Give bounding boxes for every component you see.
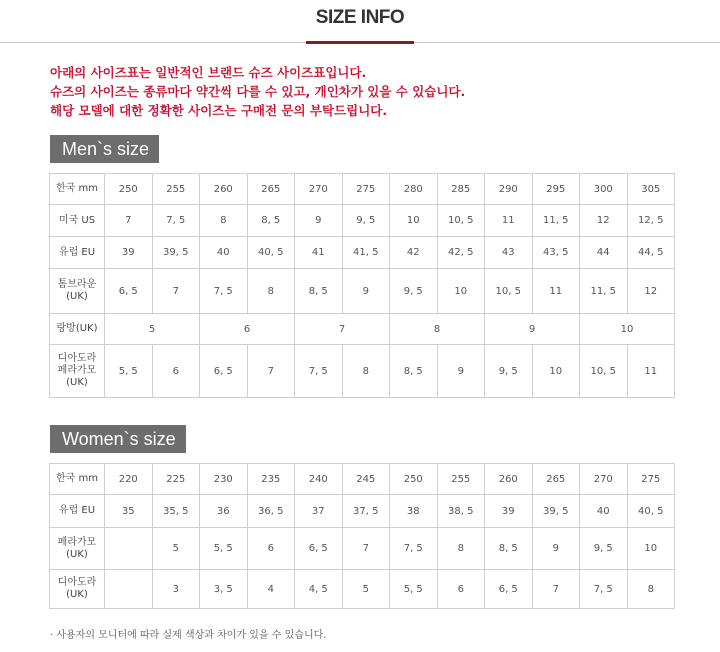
women-size-cell: 8, 5 bbox=[485, 528, 533, 570]
women-size-label: Women`s size bbox=[50, 425, 186, 453]
men-size-cell: 40, 5 bbox=[247, 237, 295, 269]
men-size-cell: 260 bbox=[200, 174, 248, 205]
notice-line: 아래의 사이즈표는 일반적인 브랜드 슈즈 사이즈표입니다. bbox=[50, 65, 367, 80]
men-size-cell: 11, 5 bbox=[580, 269, 628, 314]
women-size-cell: 40 bbox=[580, 495, 628, 528]
men-size-cell: 8, 5 bbox=[390, 345, 438, 398]
women-size-cell: 6 bbox=[437, 570, 485, 609]
men-size-cell: 275 bbox=[342, 174, 390, 205]
size-notice bbox=[50, 63, 690, 120]
women-size-cell: 9, 5 bbox=[580, 528, 628, 570]
men-size-cell: 12 bbox=[627, 269, 675, 314]
men-size-cell: 9 bbox=[485, 314, 580, 345]
men-size-cell: 255 bbox=[152, 174, 200, 205]
men-size-cell: 8 bbox=[390, 314, 485, 345]
women-size-cell: 36, 5 bbox=[247, 495, 295, 528]
women-size-cell: 7 bbox=[532, 570, 580, 609]
men-row-header: 유럽 EU bbox=[50, 237, 105, 269]
men-size-cell: 285 bbox=[437, 174, 485, 205]
men-size-cell: 42 bbox=[390, 237, 438, 269]
men-size-cell: 5, 5 bbox=[105, 345, 153, 398]
men-size-cell: 43 bbox=[485, 237, 533, 269]
women-size-cell: 7, 5 bbox=[580, 570, 628, 609]
men-size-cell: 7 bbox=[152, 269, 200, 314]
women-size-cell: 5, 5 bbox=[200, 528, 248, 570]
header bbox=[0, 0, 720, 46]
women-row-header: 한국 mm bbox=[50, 464, 105, 495]
men-size-cell: 300 bbox=[580, 174, 628, 205]
men-size-cell: 250 bbox=[105, 174, 153, 205]
women-size-cell: 225 bbox=[152, 464, 200, 495]
women-row-header: 페라가모 (UK) bbox=[50, 528, 105, 570]
men-size-cell: 11 bbox=[627, 345, 675, 398]
men-row-header: 톰브라운 (UK) bbox=[50, 269, 105, 314]
men-size-cell: 6 bbox=[200, 314, 295, 345]
women-size-cell: 230 bbox=[200, 464, 248, 495]
men-row-header: 랑방(UK) bbox=[50, 314, 105, 345]
men-size-cell: 290 bbox=[485, 174, 533, 205]
women-size-cell: 240 bbox=[295, 464, 343, 495]
women-size-cell: 6, 5 bbox=[485, 570, 533, 609]
women-size-cell bbox=[105, 570, 153, 609]
women-size-cell: 4 bbox=[247, 570, 295, 609]
women-size-cell: 245 bbox=[342, 464, 390, 495]
men-row-header: 한국 mm bbox=[50, 174, 105, 205]
women-size-cell: 250 bbox=[390, 464, 438, 495]
women-size-cell: 5, 5 bbox=[390, 570, 438, 609]
men-size-cell: 10 bbox=[437, 269, 485, 314]
men-size-cell: 9 bbox=[437, 345, 485, 398]
women-row bbox=[50, 464, 675, 495]
men-size-cell: 9 bbox=[342, 269, 390, 314]
women-size-cell: 39 bbox=[485, 495, 533, 528]
women-size-cell: 7, 5 bbox=[390, 528, 438, 570]
women-size-cell: 220 bbox=[105, 464, 153, 495]
header-accent-bar bbox=[306, 41, 414, 44]
women-size-cell: 37, 5 bbox=[342, 495, 390, 528]
women-size-cell: 40, 5 bbox=[627, 495, 675, 528]
men-size-cell: 295 bbox=[532, 174, 580, 205]
women-size-cell: 255 bbox=[437, 464, 485, 495]
men-size-cell: 8 bbox=[247, 269, 295, 314]
women-size-table bbox=[49, 463, 675, 609]
men-size-cell: 39, 5 bbox=[152, 237, 200, 269]
men-size-cell: 8 bbox=[342, 345, 390, 398]
men-row-header: 디아도라 페라가모 (UK) bbox=[50, 345, 105, 398]
men-size-cell: 9, 5 bbox=[390, 269, 438, 314]
men-size-cell: 44, 5 bbox=[627, 237, 675, 269]
men-size-cell: 40 bbox=[200, 237, 248, 269]
women-size-cell: 6, 5 bbox=[295, 528, 343, 570]
men-size-cell: 10, 5 bbox=[485, 269, 533, 314]
men-size-cell: 6 bbox=[152, 345, 200, 398]
footnote: · 사용자의 모니터에 따라 실제 색상과 차이가 있을 수 있습니다. bbox=[50, 630, 327, 641]
men-size-cell: 9, 5 bbox=[485, 345, 533, 398]
men-size-cell: 10, 5 bbox=[580, 345, 628, 398]
notice-line: 해당 모델에 대한 정확한 사이즈는 구매전 문의 부탁드립니다. bbox=[50, 103, 388, 118]
men-size-cell: 41, 5 bbox=[342, 237, 390, 269]
women-size-cell: 235 bbox=[247, 464, 295, 495]
men-row bbox=[50, 205, 675, 237]
page-title: SIZE INFO bbox=[315, 7, 405, 28]
men-size-cell: 12 bbox=[580, 205, 628, 237]
men-size-cell: 8, 5 bbox=[247, 205, 295, 237]
men-size-cell: 280 bbox=[390, 174, 438, 205]
men-size-cell: 12, 5 bbox=[627, 205, 675, 237]
men-row bbox=[50, 174, 675, 205]
women-row bbox=[50, 495, 675, 528]
men-size-cell: 10 bbox=[532, 345, 580, 398]
men-size-label: Men`s size bbox=[50, 135, 159, 163]
women-size-cell: 4, 5 bbox=[295, 570, 343, 609]
women-size-cell: 260 bbox=[485, 464, 533, 495]
men-size-cell: 9 bbox=[295, 205, 343, 237]
women-size-cell: 10 bbox=[627, 528, 675, 570]
women-size-cell: 36 bbox=[200, 495, 248, 528]
men-size-cell: 10, 5 bbox=[437, 205, 485, 237]
men-size-cell: 9, 5 bbox=[342, 205, 390, 237]
women-size-cell: 39, 5 bbox=[532, 495, 580, 528]
women-row bbox=[50, 570, 675, 609]
women-size-cell: 8 bbox=[437, 528, 485, 570]
men-size-cell: 265 bbox=[247, 174, 295, 205]
women-size-cell: 275 bbox=[627, 464, 675, 495]
men-size-cell: 6, 5 bbox=[200, 345, 248, 398]
men-size-cell: 7 bbox=[295, 314, 390, 345]
men-size-cell: 42, 5 bbox=[437, 237, 485, 269]
women-row-header: 유럽 EU bbox=[50, 495, 105, 528]
men-size-cell: 39 bbox=[105, 237, 153, 269]
men-size-cell: 11, 5 bbox=[532, 205, 580, 237]
men-size-cell: 43, 5 bbox=[532, 237, 580, 269]
men-size-cell: 7 bbox=[105, 205, 153, 237]
women-size-cell: 265 bbox=[532, 464, 580, 495]
women-row bbox=[50, 528, 675, 570]
women-size-cell: 6 bbox=[247, 528, 295, 570]
men-size-cell: 7, 5 bbox=[200, 269, 248, 314]
women-size-cell: 7 bbox=[342, 528, 390, 570]
women-size-cell: 5 bbox=[152, 528, 200, 570]
men-row bbox=[50, 269, 675, 314]
men-size-cell: 6, 5 bbox=[105, 269, 153, 314]
women-size-cell: 3, 5 bbox=[200, 570, 248, 609]
women-size-cell: 9 bbox=[532, 528, 580, 570]
women-size-cell: 38 bbox=[390, 495, 438, 528]
men-size-cell: 7 bbox=[247, 345, 295, 398]
men-size-cell: 44 bbox=[580, 237, 628, 269]
men-size-cell: 8, 5 bbox=[295, 269, 343, 314]
men-row-header: 미국 US bbox=[50, 205, 105, 237]
women-row-header: 디아도라 (UK) bbox=[50, 570, 105, 609]
women-size-cell: 35 bbox=[105, 495, 153, 528]
men-size-cell: 7, 5 bbox=[152, 205, 200, 237]
men-size-cell: 10 bbox=[390, 205, 438, 237]
men-size-cell: 305 bbox=[627, 174, 675, 205]
men-size-cell: 8 bbox=[200, 205, 248, 237]
men-row bbox=[50, 237, 675, 269]
men-size-cell: 10 bbox=[580, 314, 675, 345]
notice-line: 슈즈의 사이즈는 종류마다 약간씩 다를 수 있고, 개인차가 있을 수 있습니다. bbox=[50, 84, 466, 99]
men-size-cell: 11 bbox=[532, 269, 580, 314]
men-size-cell: 270 bbox=[295, 174, 343, 205]
men-size-cell: 11 bbox=[485, 205, 533, 237]
men-size-cell: 7, 5 bbox=[295, 345, 343, 398]
men-row bbox=[50, 345, 675, 398]
women-size-cell: 270 bbox=[580, 464, 628, 495]
men-row bbox=[50, 314, 675, 345]
women-size-cell: 38, 5 bbox=[437, 495, 485, 528]
women-size-cell: 37 bbox=[295, 495, 343, 528]
women-size-cell: 35, 5 bbox=[152, 495, 200, 528]
men-size-table bbox=[49, 173, 675, 398]
women-size-cell bbox=[105, 528, 153, 570]
men-size-cell: 41 bbox=[295, 237, 343, 269]
women-size-cell: 3 bbox=[152, 570, 200, 609]
men-size-cell: 5 bbox=[105, 314, 200, 345]
women-size-cell: 8 bbox=[627, 570, 675, 609]
women-size-cell: 5 bbox=[342, 570, 390, 609]
